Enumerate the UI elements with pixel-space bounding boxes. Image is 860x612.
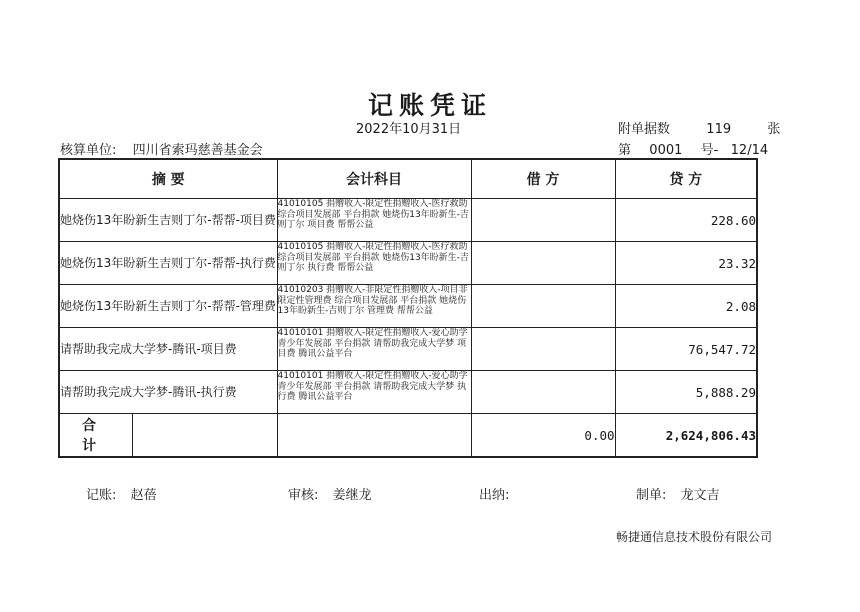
row-debit [471,371,615,414]
row-credit: 5,888.29 [615,371,757,414]
footer-reviewer [288,484,372,503]
header-account: 会计科目 [277,159,471,199]
total-row [59,414,757,458]
voucher-date: 2022年10月31日 [356,122,462,137]
voucher-prefix: 第 [618,143,632,158]
software-company: 畅捷通信息技术股份有限公司 [616,530,773,544]
footer-preparer [636,484,720,503]
row-credit: 2.08 [615,285,757,328]
footer-cashier [479,484,509,503]
table-row [59,285,757,328]
row-summary: 请帮助我完成大学梦-腾讯-执行费 [59,371,277,414]
row-summary: 她烧伤13年盼新生吉则丁尔-帮帮-执行费 [59,242,277,285]
row-account: 41010101 捐赠收入-限定性捐赠收入-爱心助学 青少年发展部 平台捐款 请帮助我完成大学梦 执行费 腾讯公益平台 [277,371,471,414]
footer-bookkeeper [86,484,157,503]
total-label-text: 合 计 [60,414,133,456]
voucher-number-value: 0001 [649,143,683,158]
row-debit [471,242,615,285]
voucher-table [58,158,758,458]
row-account: 41010105 捐赠收入-限定性捐赠收入-医疗救助 综合项目发展部 平台捐款 她烧伤13年盼新生-吉则丁尔 执行费 帮帮公益 [277,242,471,285]
voucher-title: 记账凭证 [367,91,492,120]
header-credit: 贷 方 [615,159,757,199]
total-blank [277,414,471,458]
attachment-label: 附单据数 [618,122,671,137]
row-account: 41010101 捐赠收入-限定性捐赠收入-爱心助学 青少年发展部 平台捐款 请帮助我完成大学梦 项目费 腾讯公益平台 [277,328,471,371]
row-summary: 她烧伤13年盼新生吉则丁尔-帮帮-管理费 [59,285,277,328]
row-summary: 请帮助我完成大学梦-腾讯-项目费 [59,328,277,371]
bookkeeper-value: 赵蓓 [130,488,157,503]
voucher-page: 12/14 [730,143,769,158]
accounting-unit [60,139,263,158]
table-header-row [59,159,757,199]
table-row [59,371,757,414]
accounting-unit-value: 四川省索玛慈善基金会 [132,143,263,158]
attachment-unit: 张 [767,122,781,137]
row-account: 41010105 捐赠收入-限定性捐赠收入-医疗救助 综合项目发展部 平台捐款 她烧伤13年盼新生-吉则丁尔 项目费 帮帮公益 [277,199,471,242]
row-credit: 76,547.72 [615,328,757,371]
row-credit: 228.60 [615,199,757,242]
table-row [59,328,757,371]
row-account: 41010203 捐赠收入-非限定性捐赠收入-项目非限定性管理费 综合项目发展部 平台捐款 她烧伤13年盼新生-吉则丁尔 管理费 帮帮公益 [277,285,471,328]
cashier-label: 出纳: [479,488,510,503]
table-row [59,242,757,285]
reviewer-label: 审核: [288,488,319,503]
preparer-label: 制单: [636,488,667,503]
header-summary: 摘 要 [59,159,277,199]
total-label [59,414,277,458]
bookkeeper-label: 记账: [86,488,117,503]
attachment-count [618,118,780,137]
reviewer-value: 姜继龙 [332,488,372,503]
header-debit: 借 方 [471,159,615,199]
total-debit: 0.00 [471,414,615,458]
accounting-unit-label: 核算单位: [60,143,117,158]
row-debit [471,285,615,328]
row-credit: 23.32 [615,242,757,285]
row-debit [471,328,615,371]
row-summary: 她烧伤13年盼新生吉则丁尔-帮帮-项目费 [59,199,277,242]
voucher-number [618,139,768,158]
voucher-suffix: 号- [700,143,719,158]
row-debit [471,199,615,242]
table-row [59,199,757,242]
attachment-number: 119 [706,122,732,137]
preparer-value: 龙文吉 [680,488,720,503]
total-credit: 2,624,806.43 [615,414,757,458]
